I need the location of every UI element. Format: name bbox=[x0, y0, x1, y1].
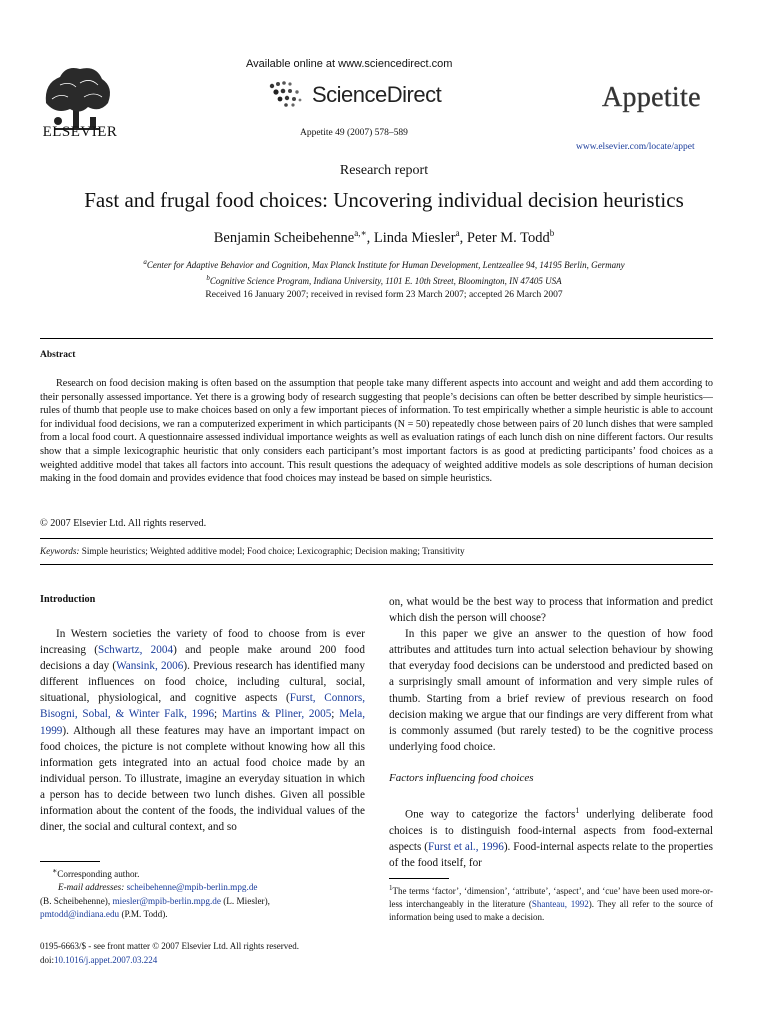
citation-link[interactable]: Martins & Pliner, 2005 bbox=[221, 708, 332, 721]
doi-link[interactable]: 10.1016/j.appet.2007.03.224 bbox=[54, 954, 158, 965]
right-column bbox=[389, 594, 713, 871]
footnote-rule bbox=[40, 861, 100, 862]
available-online-text: Available online at www.sciencedirect.com bbox=[246, 58, 453, 70]
affiliation-line bbox=[0, 272, 768, 288]
corresponding-author-note bbox=[40, 864, 370, 922]
affiliation-text: Center for Adaptive Behavior and Cognition, Max Planck Institute for Human Development, Lentzeallee 94, 14195 Berlin, Germany bbox=[146, 260, 625, 270]
email-link[interactable]: miesler@mpib-berlin.mpg.de bbox=[112, 895, 221, 906]
intro-paragraph: In Western societies the variety of food to choose from is ever increasing (Schwartz, 2004) and people make around 200 food decisions a day (Wansink, 2006). Previous research has identified many different influences on food choice, including cultural, social, situational, physiological, and cognitive aspects (Furst, Connors, Bisogni, Sobal, & Winter Falk, 1996; Martins & Pliner, 2005; Mela, 1999). Although all these features may have an important impact on food choices, the picture is not complete without knowing how all this information gets integrated into an actual food choice made by an individual person. To illustrate, imagine an everyday situation in which a person has to decide between two lunch dishes. Given all possible information about the content of the foods, the individual values of the diner, the social and cultural context, and so bbox=[40, 628, 366, 834]
author-affiliation-mark: b bbox=[549, 228, 555, 238]
footnote-mark: ∗ bbox=[52, 866, 58, 875]
footnote-mark: 1 bbox=[389, 884, 393, 892]
abstract-top-rule bbox=[40, 338, 713, 339]
email-line bbox=[40, 881, 370, 894]
citation-link[interactable]: Furst et al., 1996 bbox=[427, 840, 504, 853]
footnote-mark[interactable]: 1 bbox=[575, 806, 580, 816]
journal-citation: Appetite 49 (2007) 578–589 bbox=[300, 128, 408, 138]
abstract-heading: Abstract bbox=[40, 350, 76, 360]
email-line: pmtodd@indiana.edu (P.M. Todd). bbox=[40, 909, 168, 920]
doi-line: doi:10.1016/j.appet.2007.03.224 bbox=[40, 954, 158, 965]
email-link[interactable]: scheibehenne@mpib-berlin.mpg.de bbox=[126, 882, 258, 893]
journal-url-link[interactable]: www.elsevier.com/locate/appet bbox=[576, 142, 695, 152]
keywords bbox=[40, 546, 465, 556]
received-dates: Received 16 January 2007; received in revised form 23 March 2007; accepted 26 March 2007 bbox=[205, 290, 563, 300]
citation-link[interactable]: Schwartz, 2004 bbox=[97, 644, 174, 657]
keywords-top-rule bbox=[40, 538, 713, 539]
citation-link[interactable]: Shanteau, 1992 bbox=[531, 899, 589, 910]
sciencedirect-wordmark: ScienceDirect bbox=[312, 82, 442, 107]
subsection-heading: Factors influencing food choices bbox=[389, 771, 534, 784]
email-line: (B. Scheibehenne), miesler@mpib-berlin.mpg.de (L. Miesler), bbox=[40, 895, 270, 906]
author-affiliation-mark: a,∗ bbox=[354, 228, 367, 238]
footnote-1: $^1$The terms ‘factor’, ‘dimension’, ‘attribute’, ‘aspect’, and ‘cue’ have been used more-or-less interchangeably in the literature (Shanteau, 1992). They all refer to the source of information being used to make a decision. bbox=[389, 884, 713, 923]
author-name: Benjamin Scheibehenne bbox=[213, 229, 355, 246]
affiliation-text: Cognitive Science Program, Indiana University, 1101 E. 10th Street, Bloomington, IN 47405 USA bbox=[209, 276, 562, 286]
author-affiliation-mark: a bbox=[455, 228, 460, 238]
elsevier-wordmark: ELSEVIER bbox=[42, 124, 118, 140]
author-name: Linda Miesler bbox=[373, 229, 456, 246]
corresponding-author-line: ∗Corresponding author. bbox=[52, 866, 140, 880]
keywords-bottom-rule bbox=[40, 564, 713, 565]
front-matter bbox=[40, 940, 370, 967]
journal-name: Appetite bbox=[602, 82, 701, 113]
article-title: Fast and frugal food choices: Uncovering individual decision heuristics bbox=[84, 188, 684, 212]
paragraph: One way to categorize the factors$^1$ underlying deliberate food choices is to distinguish food-internal aspects from food-external aspects (Furst et al., 1996). Food-internal aspects relate to the properties of the food itself, for bbox=[389, 806, 713, 870]
author-name: Peter M. Todd bbox=[466, 229, 550, 246]
sciencedirect-dots-icon bbox=[266, 80, 310, 110]
email-label: E-mail addresses: bbox=[58, 882, 125, 893]
affiliation-line bbox=[0, 256, 768, 272]
citation-link[interactable]: Mela, 1999 bbox=[40, 708, 365, 737]
affiliation-mark: b bbox=[206, 274, 210, 282]
keywords-label: Keywords: bbox=[40, 546, 80, 556]
abstract-copyright: © 2007 Elsevier Ltd. All rights reserved. bbox=[40, 518, 207, 529]
affiliation-mark: a bbox=[143, 258, 147, 266]
author-list: Benjamin Scheibehenne$^{a,∗}$, Linda Miesler$^a$, Peter M. Todd$^b$ bbox=[213, 228, 555, 246]
citation-link[interactable]: Wansink, 2006 bbox=[116, 660, 184, 673]
front-matter-line: 0195-6663/$ - see front matter © 2007 Elsevier Ltd. All rights reserved. bbox=[40, 941, 300, 951]
paragraph: In this paper we give an answer to the question of how food attributes and attitudes turn into actual selection behaviour by showing that everyday food decisions can be understood and predicted based on a surprisingly small amount of information and very simple rules of thumb. Starting from a brief review of previous research on food decision making we argue that our findings are very different from what is commonly assumed (but rarely tested) to be the cognitive process underlying food choice. bbox=[389, 628, 713, 753]
report-type: Research report bbox=[339, 163, 429, 178]
section-heading-introduction: Introduction bbox=[40, 594, 96, 605]
abstract-body: Research on food decision making is often based on the assumption that people take many different aspects into account and weight and add them according to their personally assessed importance. Yet there is a growing body of research suggesting that people’s decisions can often be better described by simple heuristics—rules of thumb that people use to make choices based on only a few important pieces of information. To test empirically whether a simple heuristic is able to account for individual food decisions, we ran a computerized experiment in which participants (N = 50) repeatedly chose between pairs of 20 lunch dishes that were sampled from a local food court. A questionnaire assessed individual importance weights as well as evaluation ratings of each lunch dish on nine different factors. Our results show that a simple lexicographic heuristic that only considers each participant’s most important factors is as good at predicting participants’ food choices as a weighted additive model that takes all factors into account. This result questions the adequacy of weighted additive models as sole descriptions of human decision making in the food domain and provides evidence that food choices may instead be based on simple heuristics. bbox=[40, 378, 713, 485]
affiliations bbox=[0, 256, 768, 288]
citation-link[interactable]: Furst, Connors, Bisogni, Sobal, & Winter Falk, 1996 bbox=[40, 692, 366, 721]
keywords-list: Simple heuristics; Weighted additive model; Food choice; Lexicographic; Decision making; Transitivity bbox=[81, 546, 465, 556]
paragraph: on, what would be the best way to process that information and predict which dish the person will choose? bbox=[389, 596, 713, 625]
footnote-rule bbox=[389, 878, 449, 879]
email-link[interactable]: pmtodd@indiana.edu bbox=[40, 909, 120, 920]
